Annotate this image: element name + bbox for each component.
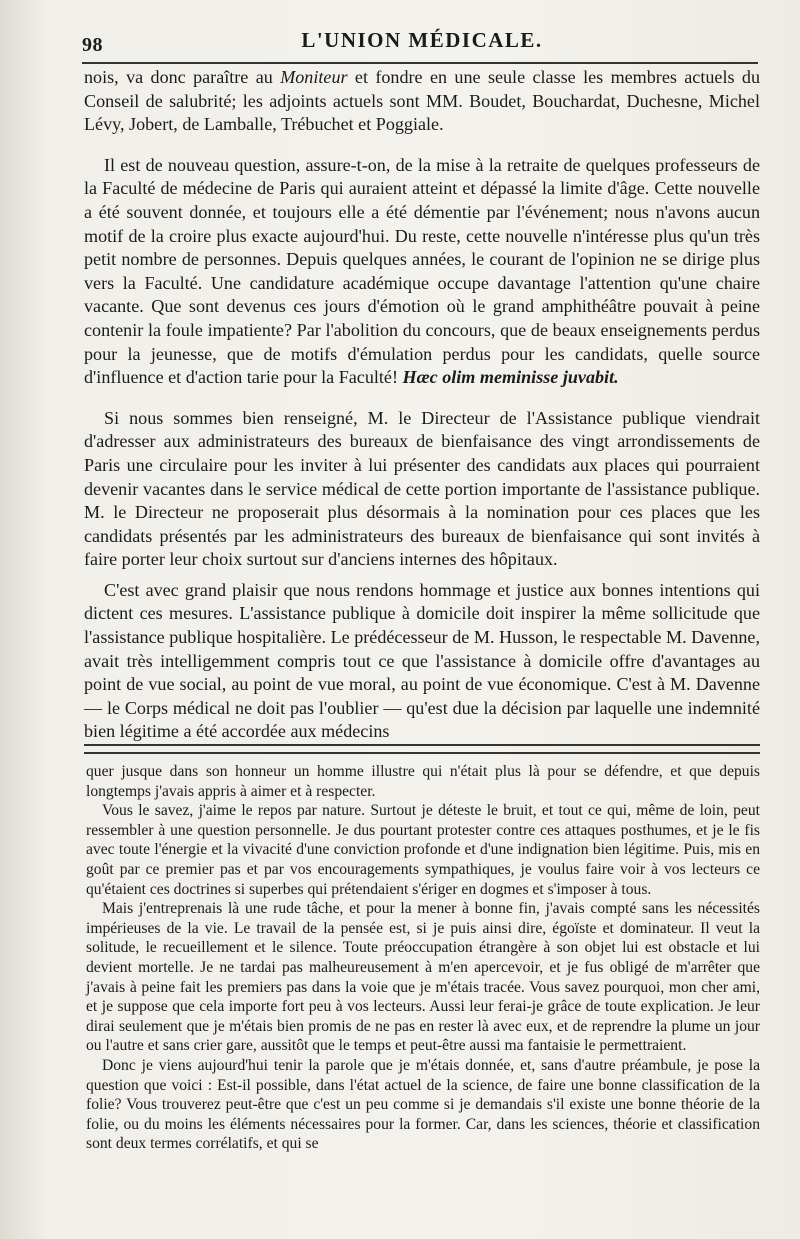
paragraph-assistance-publique: Si nous sommes bien renseigné, M. le Directeur de l'Assistance publique viendrait d'adresser aux administrateurs des bureaux de bienfaisance des vingt arrondissements de Paris une circulaire pour les inviter à lui présenter des candidats aux places qui pourraient devenir vacantes dans le service médical de cette portion importante de l'assistance publique. M. le Directeur ne proposerait plus désormais à la nomination pour ces places que les candidats présentés par les administrateurs des bureaux de bienfaisance qui sont invités à faire porter leur choix surtout sur d'anciens internes des hôpitaux. <box>84 407 760 570</box>
running-title: L'UNION MÉDICALE. <box>301 28 543 52</box>
paragraph-hommage-davenne: C'est avec grand plaisir que nous rendons hommage et justice aux bonnes intentions qui dictent ces mesures. L'assistance publique à domicile doit inspirer la même sollicitude que l'assistance publique hospitalière. Le prédécesseur de M. Husson, le respectable M. Davenne, avait très intelligemment compris tout ce que l'assistance à domicile offre d'avantages au point de vue social, au point de vue moral, au point de vue économique. C'est à M. Davenne — le Corps médical ne doit pas l'oublier — qu'est due la décision par laquelle une indemnité bien légitime a été accordée aux médecins <box>84 579 760 742</box>
main-article <box>84 66 760 744</box>
header-rule <box>82 62 758 64</box>
page-number: 98 <box>82 34 103 56</box>
page-header <box>82 24 762 60</box>
moniteur-title: Moniteur <box>280 67 348 87</box>
feuilleton-paragraph: quer jusque dans son honneur un homme illustre qui n'était plus là pour se défendre, et que depuis longtemps j'avais appris à aimer et à respecter. <box>86 763 760 800</box>
paragraph-faculte-retraite: Il est de nouveau question, assure-t-on, de la mise à la retraite de quelques professeurs de la Faculté de médecine de Paris qui auraient atteint et dépassé la limite d'âge. Cette nouvelle a été souvent donnée, et toujours elle a été démentie par l'événement; nous n'avons aucun motif de la croire plus exacte aujourd'hui. Du reste, cette nouvelle n'intéresse plus qu'un très petit nombre de personnes. Depuis quelques années, le courant de l'opinion ne se dirige plus vers la Faculté. Une candidature académique occupe davantage l'attention qu'une chaire vacante. Que sont devenus ces jours d'émotion où le grand amphithéâtre pouvait à peine contenir la foule impatiente? Par l'abolition du concours, que de beaux enseignements perdus pour la jeunesse, que de motifs d'émulation perdus pour les candidats, quelle source d'influence et d'action tarie pour la Faculté! Hæc olim meminisse juvabit. <box>84 154 760 388</box>
feuilleton-paragraph: Donc je viens aujourd'hui tenir la parole que je m'étais donnée, et, sans d'autre préambule, je pose la question que voici : Est-il possible, dans l'état actuel de la science, de faire une bonne classification de la folie? Vous trouverez peut-être que c'est un peu comme si je demandais s'il existe une bonne théorie de la folie, ou du moins les éléments nécessaires pour la former. Car, dans les sciences, théorie et classification sont deux termes corrélatifs, et qui se <box>86 1056 760 1153</box>
feuilleton-paragraph: Vous le savez, j'aime le repos par nature. Surtout je déteste le bruit, et tout ce qui, même de loin, peut ressembler à une question personnelle. Je dus pourtant protester contre ces attaques posthumes, et je le fis avec toute l'énergie et la vivacité d'une conviction profonde et d'une indignation bien légitime. Puis, mis en goût par ce premier pas et par vos encouragements sympathiques, je voulus faire voir à vos lecteurs ce qu'étaient ces doctrines si superbes qui prétendaient s'ériger en dogmes et s'imposer à tous. <box>86 802 760 898</box>
latin-quotation: Hæc olim meminisse juvabit. <box>402 367 619 388</box>
feuilleton-section <box>86 762 760 1154</box>
paragraph-conseil-salubrite: nois, va donc paraître au Moniteur et fondre en une seule classe les membres actuels du Conseil de salubrité; les adjoints actuels sont MM. Boudet, Bouchardat, Duchesne, Michel Lévy, Jobert, de Lamballe, Trébuchet et Poggiale. <box>84 67 760 135</box>
feuilleton-paragraph: Mais j'entreprenais là une rude tâche, et pour la mener à bonne fin, j'avais compté sans les nécessités impérieuses de la vie. Le travail de la pensée est, si je puis ainsi dire, égoïste et dominateur. Il veut la solitude, le recueillement et le silence. Toute préoccupation étrangère à son objet lui est obstacle et lui devient mortelle. Je ne tardai pas malheureusement à m'en apercevoir, et je fus obligé de m'arrêter que j'avais à peine fait les premiers pas dans la voie que je m'étais tracée. Vous savez pourquoi, mon cher ami, et je suppose que cela importe fort peu à vos lecteurs. Aussi leur ferai-je grâce de toute explication. Je leur dirai seulement que je m'étais bien promis de ne pas en rester là avec eux, et de reprendre la plume un jour ou l'autre et sans crier gare, aussitôt que le temps et peut-être aussi ma fantaisie le permettraient. <box>86 900 760 1055</box>
feuilleton-separator <box>84 744 760 754</box>
